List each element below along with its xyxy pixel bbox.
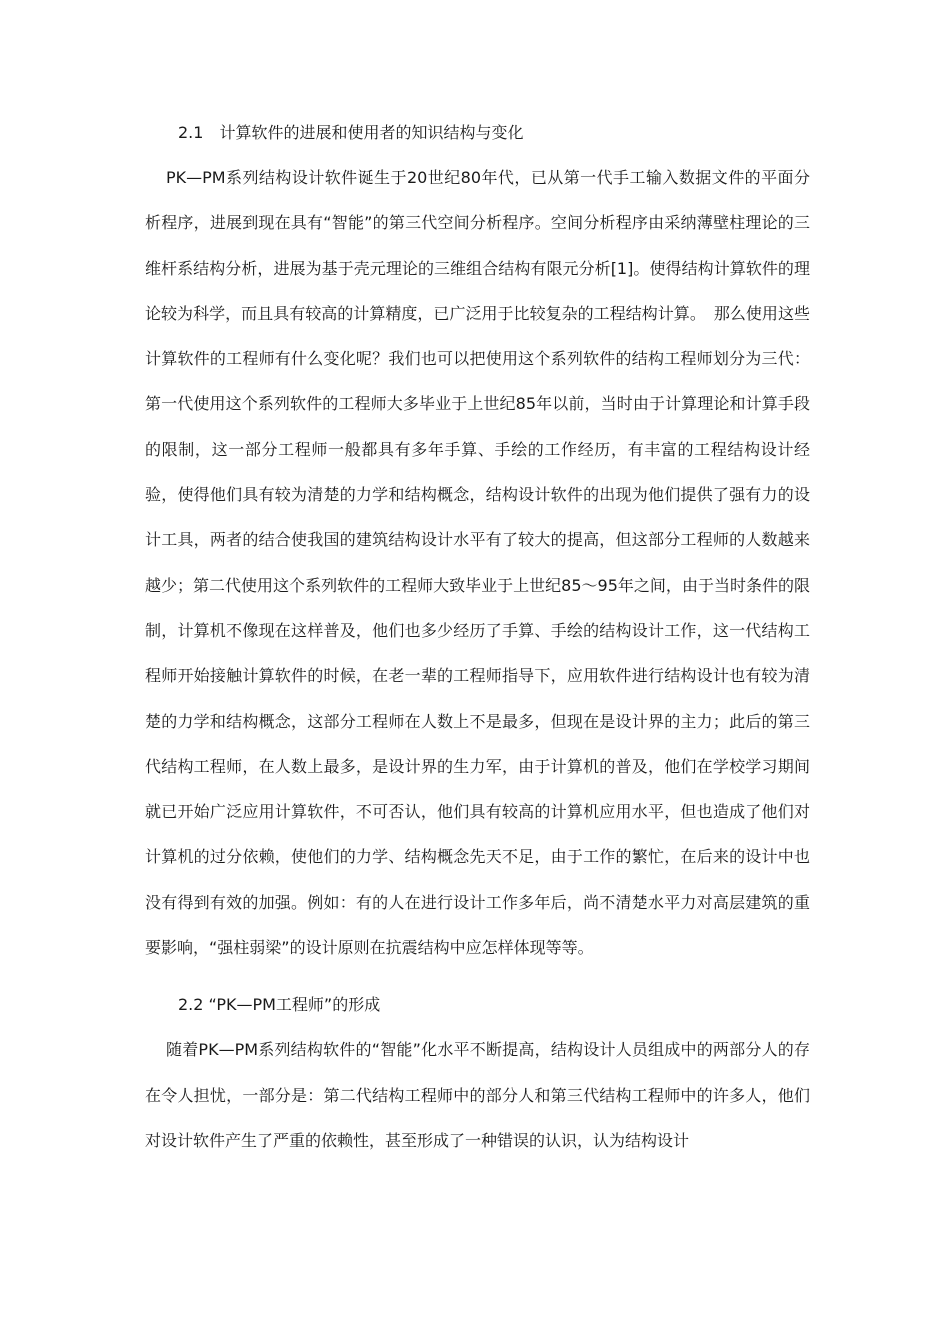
section-paragraph-2-2: 随着PK—PM系列结构软件的“智能”化水平不断提高，结构设计人员组成中的两部分人的存在令人担忧，一部分是：第二代结构工程师中的部分人和第三代结构工程师中的许多人，他们对设计软件产生了严重的依赖性，甚至形成了一种错误的认识，认为结构设计 [145, 1040, 810, 1150]
document-page [145, 110, 810, 1163]
section-heading-2-2: 2.2 “PK—PM工程师”的形成 [178, 995, 381, 1015]
section-heading-2-1: 2.1 计算软件的进展和使用者的知识结构与变化 [178, 123, 524, 142]
section-paragraph-2-1: PK—PM系列结构设计软件诞生于20世纪80年代，已从第一代手工输入数据文件的平面分析程序，进展到现在具有“智能”的第三代空间分析程序。空间分析程序由采纳薄壁柱理论的三维杆系结构分析，进展为基于壳元理论的三维组合结构有限元分析[1]。使得结构计算软件的理论较为科学，而且具有较高的计算精度，已广泛用于比较复杂的工程结构计算。 那么使用这些计算软件的工程师有什么变化呢？我们也可以把使用这个系列软件的结构工程师划分为三代：第一代使用这个系列软件的工程师大多毕业于上世纪85年以前，当时由于计算理论和计算手段的限制，这一部分工程师一般都具有多年手算、手绘的工作经历，有丰富的工程结构设计经验，使得他们具有较为清楚的力学和结构概念，结构设计软件的出现为他们提供了强有力的设计工具，两者的结合使我国的建筑结构设计水平有了较大的提高，但这部分工程师的人数越来越少；第二代使用这个系列软件的工程师大致毕业于上世纪85～95年之间，由于当时条件的限制，计算机不像现在这样普及，他们也多少经历了手算、手绘的结构设计工作，这一代结构工程师开始接触计算软件的时候，在老一辈的工程师指导下，应用软件进行结构设计也有较为清楚的力学和结构概念，这部分工程师在人数上不是最多，但现在是设计界的主力；此后的第三代结构工程师，在人数上最多，是设计界的生力军，由于计算机的普及，他们在学校学习期间就已开始广泛应用计算软件，不可否认，他们具有较高的计算机应用水平，但也造成了他们对计算机的过分依赖，使他们的力学、结构概念先天不足，由于工作的繁忙，在后来的设计中也没有得到有效的加强。例如：有的人在进行设计工作多年后，尚不清楚水平力对高层建筑的重要影响，“强柱弱梁”的设计原则在抗震结构中应怎样体现等等。 [145, 168, 810, 958]
